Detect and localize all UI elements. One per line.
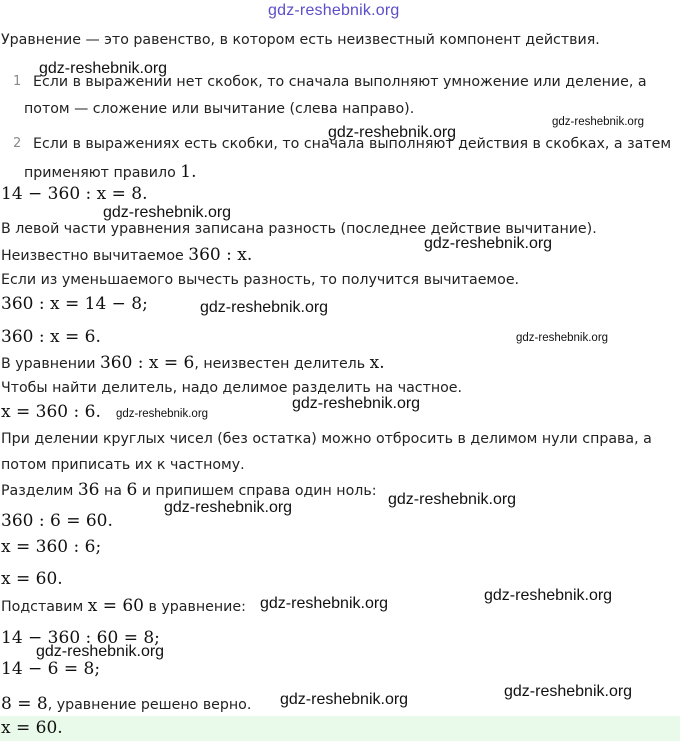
equation-2: 360 : x = 14 − 8; (1, 294, 148, 314)
equation-5: 360 : 6 = 60. (1, 511, 113, 531)
rule-2-line-2: применяют правило 1. (24, 162, 197, 182)
watermark: gdz-reshebnik.org (328, 124, 457, 141)
equation-1: 14 − 360 : x = 8. (1, 184, 148, 204)
text-6-line-1: При делении круглых чисел (без остатка) можно отбросить в делимом нули справа, а (1, 431, 652, 447)
watermark: gdz-reshebnik.org (164, 499, 293, 516)
site-watermark-top: gdz-reshebnik.org (268, 2, 400, 19)
rule-2-number: 2 (13, 136, 22, 151)
equation-6: x = 360 : 6; (1, 537, 102, 557)
text-8: Подставим x = 60 в уравнение: (1, 596, 246, 616)
watermark: gdz-reshebnik.org (200, 299, 329, 316)
text-1: В левой части уравнения записана разность (последнее действие вычитание). (1, 221, 597, 237)
equation-8: 14 − 360 : 60 = 8; (1, 628, 160, 648)
watermark: gdz-reshebnik.org (39, 60, 168, 77)
text-7: Разделим 36 на 6 и припишем справа один ноль: (1, 480, 377, 500)
watermark: gdz-reshebnik.org (280, 691, 409, 708)
equation-7: x = 60. (1, 569, 63, 589)
watermark: gdz-reshebnik.org (424, 235, 553, 252)
watermark: gdz-reshebnik.org (388, 491, 517, 508)
watermark: gdz-reshebnik.org (504, 683, 633, 700)
watermark: gdz-reshebnik.org (552, 116, 645, 128)
text-6-line-2: потом приписать их к частному. (1, 457, 245, 473)
text-9: 8 = 8, уравнение решено верно. (1, 694, 252, 714)
watermark: gdz-reshebnik.org (36, 643, 165, 660)
answer-highlight (0, 716, 680, 741)
rule-1-line-2: потом — сложение или вычитание (слева направо). (24, 101, 415, 117)
watermark: gdz-reshebnik.org (103, 204, 232, 221)
equation-4: x = 360 : 6. (1, 402, 101, 422)
answer-equation: x = 60. (1, 718, 63, 738)
equation-3: 360 : x = 6. (1, 327, 101, 347)
text-2: Неизвестно вычитаемое 360 : x. (1, 245, 253, 265)
intro-text: Уравнение — это равенство, в котором есть неизвестный компонент действия. (1, 32, 600, 48)
watermark: gdz-reshebnik.org (516, 332, 609, 344)
watermark: gdz-reshebnik.org (292, 395, 421, 412)
text-5: Чтобы найти делитель, надо делимое разделить на частное. (1, 380, 463, 396)
equation-9: 14 − 6 = 8; (1, 659, 101, 679)
rule-1-number: 1 (13, 74, 22, 89)
watermark: gdz-reshebnik.org (116, 408, 209, 420)
watermark: gdz-reshebnik.org (260, 595, 389, 612)
watermark: gdz-reshebnik.org (484, 587, 613, 604)
text-4: В уравнении 360 : x = 6, неизвестен делитель x. (1, 353, 385, 373)
text-3: Если из уменьшаемого вычесть разность, то получится вычитаемое. (1, 272, 520, 288)
rule-2-line-1: Если в выражениях есть скобки, то сначала выполняют действия в скобках, а затем (33, 136, 672, 152)
rule-1-line-1: Если в выражении нет скобок, то сначала выполняют умножение или деление, а (33, 74, 647, 90)
